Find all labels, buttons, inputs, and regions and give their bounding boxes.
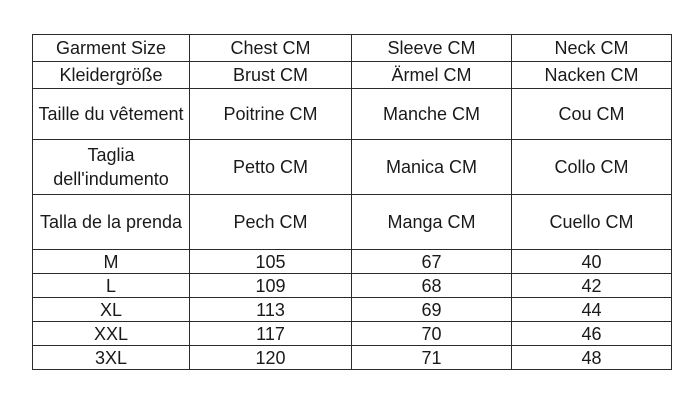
sleeve-cell: 67 <box>352 250 512 274</box>
neck-cell: 44 <box>512 298 672 322</box>
header-cell-neck: Collo CM <box>512 140 672 195</box>
chest-cell: 120 <box>190 346 352 370</box>
header-cell-sleeve: Manica CM <box>352 140 512 195</box>
neck-cell: 40 <box>512 250 672 274</box>
size-cell: XL <box>33 298 190 322</box>
neck-cell: 46 <box>512 322 672 346</box>
chest-cell: 117 <box>190 322 352 346</box>
header-row-german <box>33 62 672 89</box>
header-cell-neck: Cou CM <box>512 89 672 140</box>
header-cell-sleeve: Manche CM <box>352 89 512 140</box>
table-row <box>33 250 672 274</box>
header-cell-size: Taille du vêtement <box>33 89 190 140</box>
header-cell-chest: Pech CM <box>190 195 352 250</box>
chest-cell: 105 <box>190 250 352 274</box>
chest-cell: 113 <box>190 298 352 322</box>
sleeve-cell: 68 <box>352 274 512 298</box>
header-cell-sleeve: Sleeve CM <box>352 35 512 62</box>
header-cell-neck: Neck CM <box>512 35 672 62</box>
sleeve-cell: 69 <box>352 298 512 322</box>
chest-cell: 109 <box>190 274 352 298</box>
header-cell-chest: Poitrine CM <box>190 89 352 140</box>
header-cell-chest: Brust CM <box>190 62 352 89</box>
size-cell: 3XL <box>33 346 190 370</box>
header-row-italian <box>33 140 672 195</box>
header-cell-neck: Cuello CM <box>512 195 672 250</box>
header-cell-chest: Chest CM <box>190 35 352 62</box>
sleeve-cell: 71 <box>352 346 512 370</box>
size-cell: XXL <box>33 322 190 346</box>
size-cell: L <box>33 274 190 298</box>
size-cell: M <box>33 250 190 274</box>
header-cell-sleeve: Ärmel CM <box>352 62 512 89</box>
header-cell-neck: Nacken CM <box>512 62 672 89</box>
table-row <box>33 298 672 322</box>
header-cell-size: Talla de la prenda <box>33 195 190 250</box>
neck-cell: 42 <box>512 274 672 298</box>
table-row <box>33 274 672 298</box>
neck-cell: 48 <box>512 346 672 370</box>
header-cell-chest: Petto CM <box>190 140 352 195</box>
header-cell-size: Garment Size <box>33 35 190 62</box>
header-row-spanish <box>33 195 672 250</box>
size-chart-table <box>32 34 672 370</box>
sleeve-cell: 70 <box>352 322 512 346</box>
header-cell-size: Kleidergröße <box>33 62 190 89</box>
table-row <box>33 346 672 370</box>
header-row-english <box>33 35 672 62</box>
table-row <box>33 322 672 346</box>
header-cell-sleeve: Manga CM <box>352 195 512 250</box>
header-row-french <box>33 89 672 140</box>
header-cell-size: Taglia dell'indumento <box>33 140 190 195</box>
